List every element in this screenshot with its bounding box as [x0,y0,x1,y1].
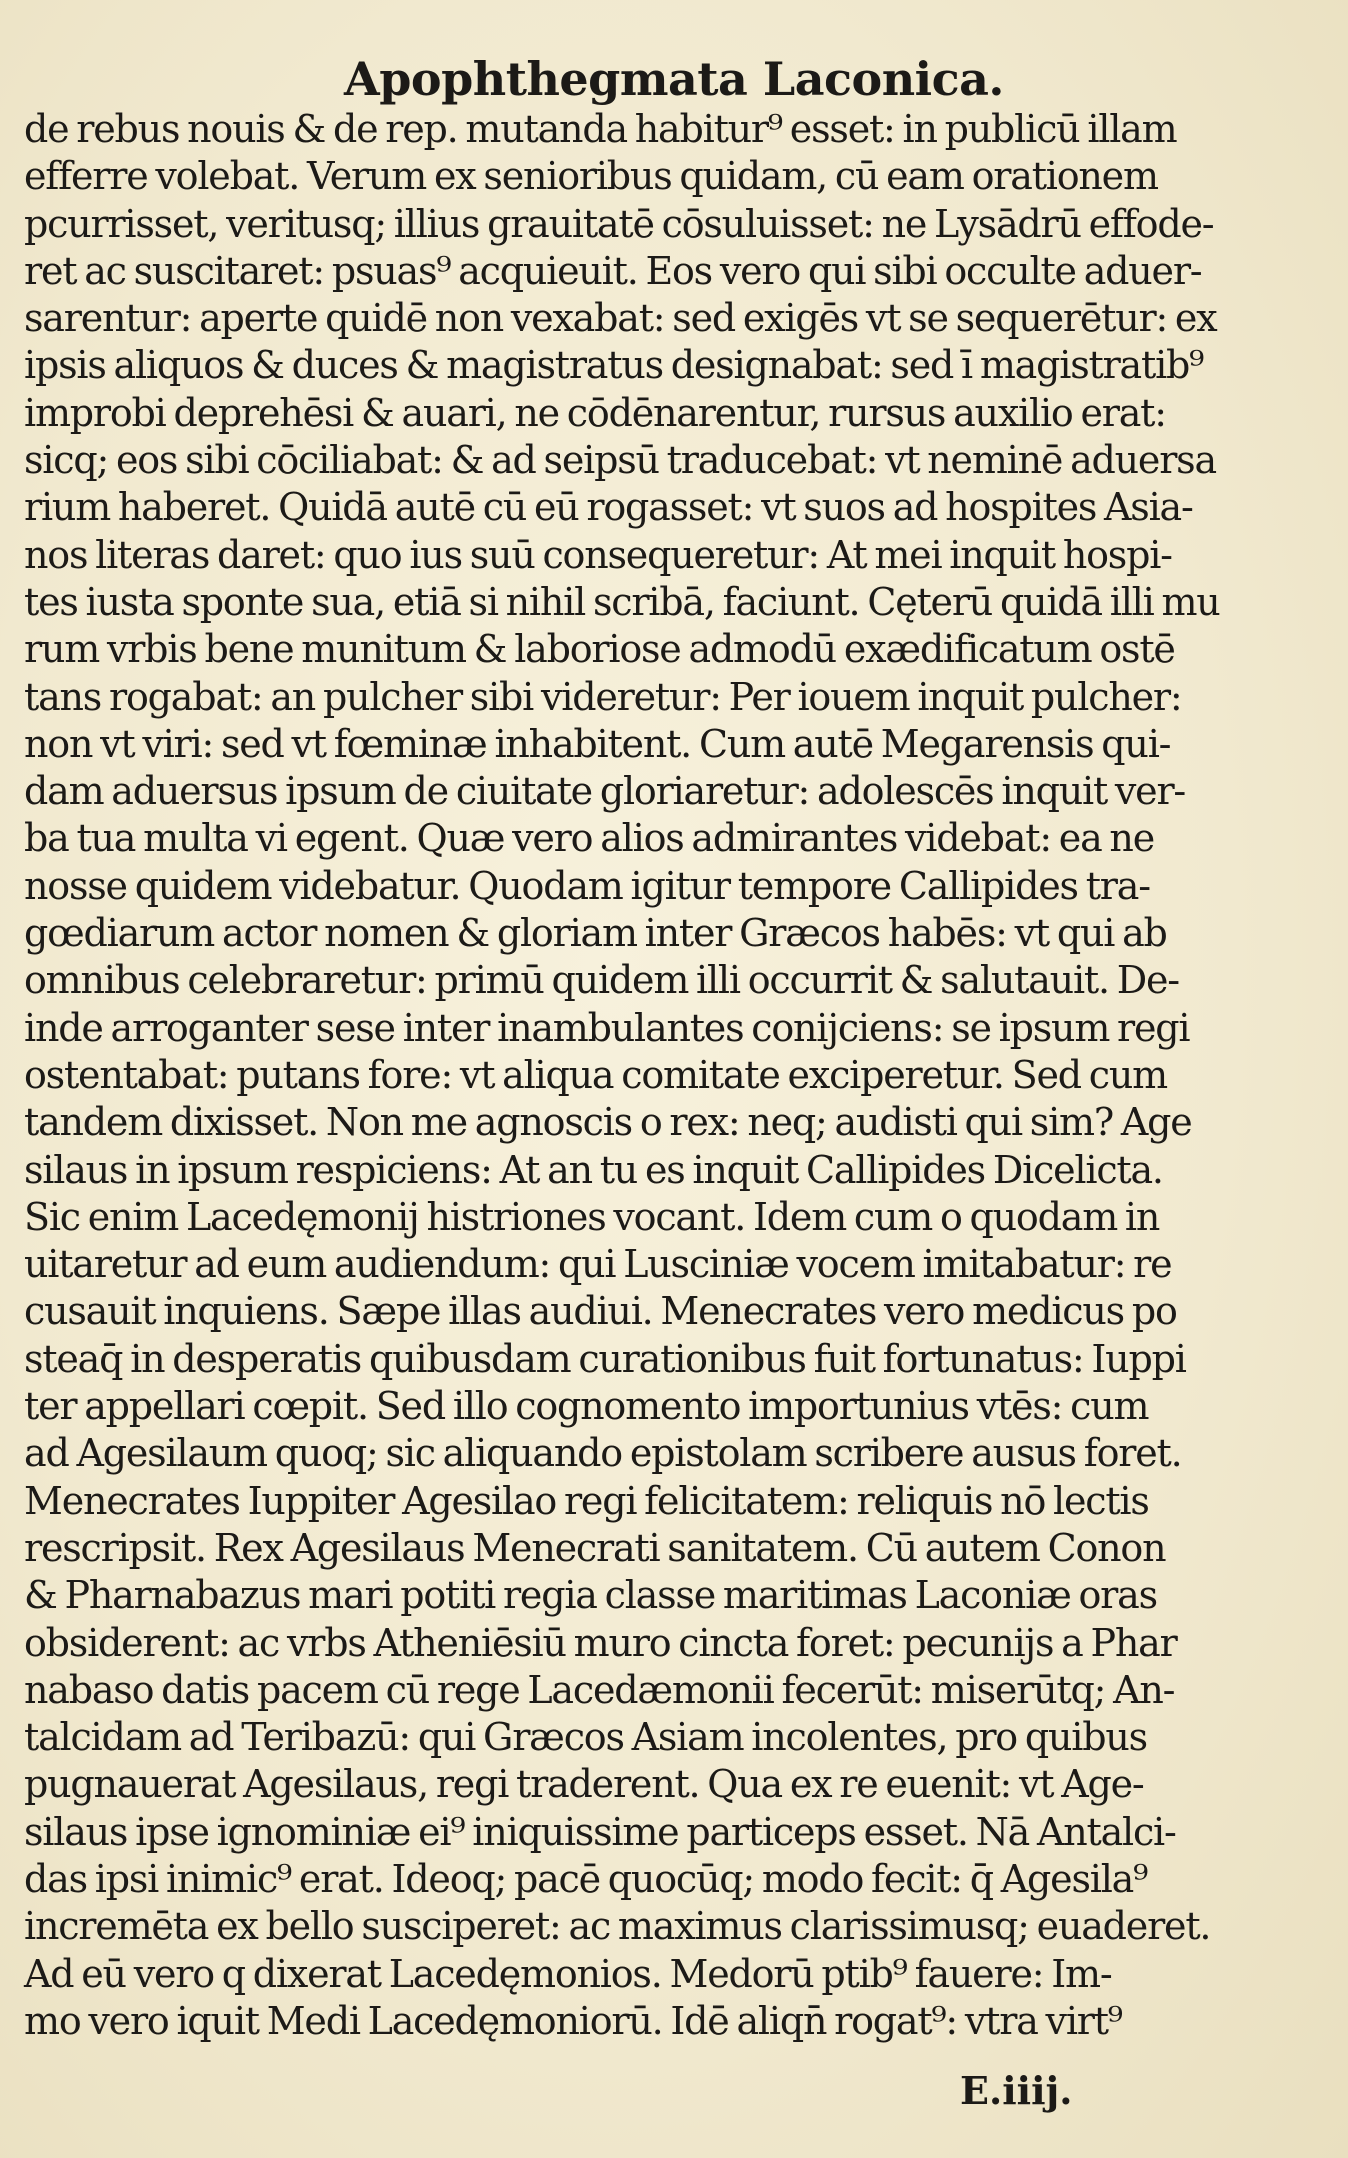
text-line: gœdiarum actor nomen & gloriam inter Græcos habēs: vt qui ab [24,911,1167,956]
text-line: silaus in ipsum respiciens: At an tu es inquit Callipides Dicelicta. [24,1147,1163,1192]
text-line: mo vero iquit Medi Lacedęmoniorū. Idē aliqn̄ rogat⁹: vtra virt⁹ [24,1998,1122,2043]
text-line: rescripsit. Rex Agesilaus Menecrati sanitatem. Cū autem Conon [24,1525,1166,1570]
text-line: tandem dixisset. Non me agnoscis o rex: neq; audisti qui sim? Age [24,1100,1192,1145]
text-line: tans rogabat: an pulcher sibi videretur: Per iouem inquit pulcher: [24,674,1182,719]
text-line: ipsis aliquos & duces & magistratus designabat: sed ī magistratib⁹ [24,343,1204,388]
text-line: uitaretur ad eum audiendum: qui Lusciniæ vocem imitabatur: re [24,1242,1172,1287]
text-line: nabaso datis pacem cū rege Lacedæmonii fecerūt: miserūtq; An- [24,1667,1175,1712]
text-line: pcurrisset, veritusq; illius grauitatē cōsuluisset: ne Lysādrū effode- [24,201,1214,246]
text-line: improbi deprehēsi & auari, ne cōdēnarentur, rursus auxilio erat: [24,390,1166,435]
text-line: das ipsi inimic⁹ erat. Ideoq; pacē quocūq; modo fecit: q̄ Agesila⁹ [24,1856,1148,1901]
text-line: rum vrbis bene munitum & laboriose admodū exædificatum ostē [24,627,1175,672]
text-line: ba tua multa vi egent. Quæ vero alios admirantes videbat: ea ne [24,816,1154,861]
text-line: tes iusta sponte sua, etiā si nihil scribā, faciunt. Cęterū quidā illi mu [24,579,1220,624]
text-line: sicq; eos sibi cōciliabat: & ad seipsū traducebat: vt neminē aduersa [24,438,1216,483]
text-line: cusauit inquiens. Sæpe illas audiui. Menecrates vero medicus po [24,1289,1177,1334]
text-line: incremēta ex bello susciperet: ac maximus clarissimusq; euaderet. [24,1904,1211,1949]
signature-mark: E.iiij. [960,2068,1073,2113]
text-line: & Pharnabazus mari potiti regia classe maritimas Laconiæ oras [24,1573,1157,1618]
text-line: steaq̄ in desperatis quibusdam curationibus fuit fortunatus: Iuppi [24,1336,1186,1381]
text-line: nos literas daret: quo ius suū consequeretur: At mei inquit hospi- [24,532,1172,577]
text-line: ad Agesilaum quoq; sic aliquando epistolam scribere ausus foret. [24,1431,1182,1476]
text-line: efferre volebat. Verum ex senioribus quidam, cū eam orationem [24,154,1158,199]
text-line: de rebus nouis & de rep. mutanda habitur⁹ esset: in publicū illam [24,107,1177,151]
running-header: Apophthegmata Laconica. [344,52,1004,106]
text-line: Sic enim Lacedęmonij histriones vocant. Idem cum o quodam in [24,1194,1160,1239]
text-line: pugnauerat Agesilaus, regi traderent. Qua ex re euenit: vt Age- [24,1762,1144,1807]
body-text [24,106,1224,2045]
text-line: sarentur: aperte quidē non vexabat: sed exigēs vt se sequerētur: ex [24,296,1217,341]
text-line: nosse quidem videbatur. Quodam igitur tempore Callipides tra- [24,863,1150,908]
text-line: omnibus celebraretur: primū quidem illi occurrit & salutauit. De- [24,958,1179,1003]
text-line: silaus ipse ignominiæ ei⁹ iniquissime particeps esset. Nā Antalci- [24,1809,1176,1854]
text-line: inde arroganter sese inter inambulantes conijciens: se ipsum regi [24,1005,1190,1050]
text-line: ostentabat: putans fore: vt aliqua comitate exciperetur. Sed cum [24,1052,1167,1097]
text-line: obsiderent: ac vrbs Atheniēsiū muro cincta foret: pecunijs a Phar [24,1620,1177,1665]
text-line: Ad eū vero q dixerat Lacedęmonios. Medorū ptib⁹ fauere: Im- [24,1951,1112,1996]
text-line: Menecrates Iuppiter Agesilao regi felicitatem: reliquis nō lectis [24,1478,1149,1523]
text-line: rium haberet. Quidā autē cū eū rogasset: vt suos ad hospites Asia- [24,485,1193,530]
text-line: talcidam ad Teribazū: qui Græcos Asiam incolentes, pro quibus [24,1715,1147,1760]
text-line: ret ac suscitaret: psuas⁹ acquieuit. Eos vero qui sibi occulte aduer- [24,248,1202,293]
text-line: dam aduersus ipsum de ciuitate gloriaretur: adolescēs inquit ver- [24,769,1186,814]
text-line: non vt viri: sed vt fœminæ inhabitent. Cum autē Megarensis qui- [24,721,1171,766]
text-line: ter appellari cœpit. Sed illo cognomento importunius vtēs: cum [24,1384,1149,1429]
